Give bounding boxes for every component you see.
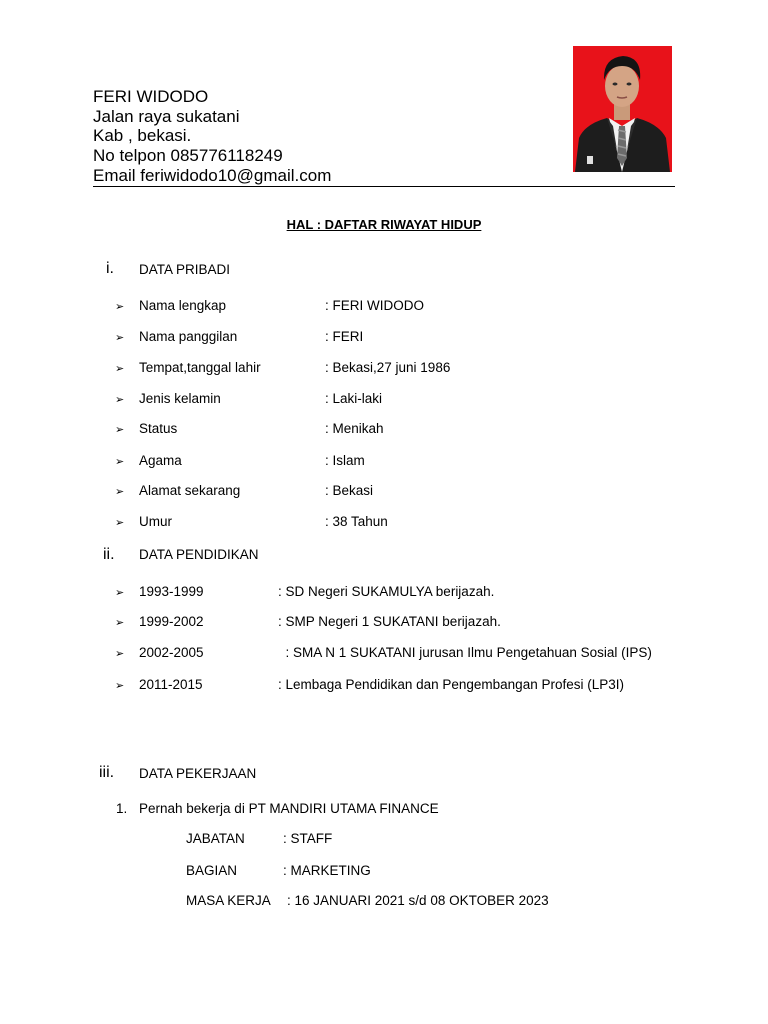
arrowhead-bullet-icon: ➢: [115, 517, 125, 529]
section-education-number: ii.: [103, 546, 115, 563]
arrowhead-bullet-icon: ➢: [115, 363, 125, 375]
arrowhead-bullet-icon: ➢: [115, 680, 125, 692]
personal-row-value: : FERI: [325, 329, 364, 344]
arrowhead-bullet-icon: ➢: [115, 424, 125, 436]
personal-row-label: Umur: [139, 514, 172, 529]
education-row-school: : SD Negeri SUKAMULYA berijazah.: [278, 584, 495, 599]
education-row-school: : SMP Negeri 1 SUKATANI berijazah.: [278, 614, 501, 629]
personal-row-value: : Bekasi,27 juni 1986: [325, 360, 451, 375]
education-row-school: : SMA N 1 SUKATANI jurusan Ilmu Pengetahuan Sosial (IPS): [278, 645, 652, 660]
work-detail-value: : STAFF: [283, 831, 333, 846]
email-address: Email feriwidodo10@gmail.com: [93, 166, 332, 185]
personal-row-value: : Menikah: [325, 421, 384, 436]
arrowhead-bullet-icon: ➢: [115, 587, 125, 599]
header-divider: [93, 186, 675, 187]
arrowhead-bullet-icon: ➢: [115, 332, 125, 344]
personal-row-label: Nama panggilan: [139, 329, 238, 344]
arrowhead-bullet-icon: ➢: [115, 617, 125, 629]
section-personal-label: DATA PRIBADI: [139, 262, 231, 277]
section-work-label: DATA PEKERJAAN: [139, 766, 257, 781]
arrowhead-bullet-icon: ➢: [115, 486, 125, 498]
document-title: HAL : DAFTAR RIWAYAT HIDUP: [286, 217, 482, 232]
education-row-period: 1999-2002: [139, 614, 204, 629]
personal-row-value: : Bekasi: [325, 483, 374, 498]
applicant-name: FERI WIDODO: [93, 87, 209, 106]
work-detail-value: : 16 JANUARI 2021 s/d 08 OKTOBER 2023: [287, 893, 549, 908]
work-item-text: Pernah bekerja di PT MANDIRI UTAMA FINANCE: [139, 801, 439, 816]
personal-row-label: Alamat sekarang: [139, 483, 241, 498]
personal-row-label: Jenis kelamin: [139, 391, 221, 406]
personal-row-value: : FERI WIDODO: [325, 298, 424, 313]
personal-row-label: Status: [139, 421, 178, 436]
work-detail-label: BAGIAN: [186, 863, 238, 878]
work-detail-label: JABATAN: [186, 831, 245, 846]
work-detail-value: : MARKETING: [283, 863, 371, 878]
arrowhead-bullet-icon: ➢: [115, 648, 125, 660]
portrait-figure: [573, 46, 672, 172]
arrowhead-bullet-icon: ➢: [115, 456, 125, 468]
work-detail-label: MASA KERJA: [186, 893, 271, 908]
address-line-2: Kab , bekasi.: [93, 126, 192, 145]
section-education-label: DATA PENDIDIKAN: [139, 547, 259, 562]
education-row-period: 2002-2005: [139, 645, 204, 660]
arrowhead-bullet-icon: ➢: [115, 394, 125, 406]
personal-row-label: Tempat,tanggal lahir: [139, 360, 261, 375]
personal-row-value: : Laki-laki: [325, 391, 383, 406]
address-line-1: Jalan raya sukatani: [93, 107, 240, 126]
education-row-period: 1993-1999: [139, 584, 204, 599]
profile-photo: [573, 46, 672, 172]
work-item-number: 1.: [116, 801, 128, 816]
personal-row-value: : 38 Tahun: [325, 514, 388, 529]
personal-row-value: : Islam: [325, 453, 365, 468]
phone-number: No telpon 085776118249: [93, 146, 283, 165]
education-row-period: 2011-2015: [139, 677, 203, 692]
personal-row-label: Nama lengkap: [139, 298, 227, 313]
personal-row-label: Agama: [139, 453, 182, 468]
arrowhead-bullet-icon: ➢: [115, 301, 125, 313]
section-personal-number: i.: [106, 260, 114, 277]
section-work-number: iii.: [99, 764, 115, 781]
education-row-school: : Lembaga Pendidikan dan Pengembangan Profesi (LP3I): [278, 677, 624, 692]
